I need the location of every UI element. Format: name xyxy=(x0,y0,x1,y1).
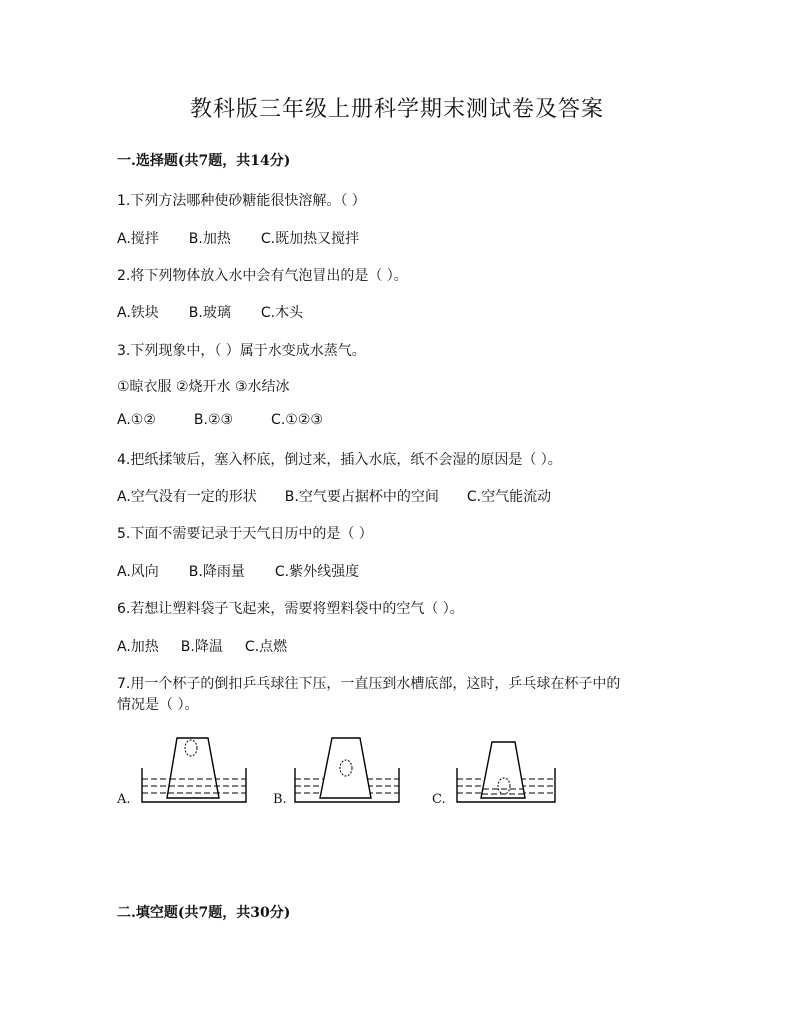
question-2-option-b[interactable]: B.玻璃 xyxy=(188,305,231,321)
question-6-stem: 6.若想让塑料袋子飞起来，需要将塑料袋中的空气（ ）。 xyxy=(117,601,464,617)
question-5-option-a[interactable]: A.风向 xyxy=(117,564,159,580)
question-2-options xyxy=(117,302,333,322)
question-4-stem: 4.把纸揉皱后，塞入杯底，倒过来，插入水底，纸不会湿的原因是（ ）。 xyxy=(117,452,562,468)
question-6-option-c[interactable]: C.点燃 xyxy=(244,639,288,655)
figure-b-label[interactable]: B. xyxy=(273,792,287,807)
question-6-option-a[interactable]: A.加热 xyxy=(117,639,159,655)
figure-a-label[interactable]: A. xyxy=(117,792,131,807)
question-5-options xyxy=(117,561,389,581)
question-1-options xyxy=(117,228,389,248)
section-heading-fill: 二.填空题(共7题，共30分) xyxy=(117,905,291,921)
question-1-option-c[interactable]: C.既加热又搅拌 xyxy=(260,231,360,247)
figure-c-label[interactable]: C. xyxy=(432,792,446,807)
question-7-stem-continued: 情况是（ ）。 xyxy=(117,697,199,713)
page-title: 教科版三年级上册科学期末测试卷及答案 xyxy=(189,97,604,122)
question-1-option-b[interactable]: B.加热 xyxy=(188,231,231,247)
figure-b-tank-cup-ball xyxy=(293,736,403,806)
question-3-options xyxy=(117,412,353,428)
section-heading-choice: 一.选择题(共7题，共14分) xyxy=(117,153,291,169)
question-4-option-c[interactable]: C.空气能流动 xyxy=(466,489,552,505)
question-3-option-c[interactable]: C.①②③ xyxy=(271,412,323,428)
figure-a-tank-cup-ball xyxy=(140,736,250,806)
question-3-items: ①晾衣服 ②烧开水 ③水结冰 xyxy=(117,379,290,395)
question-6-option-b[interactable]: B.降温 xyxy=(180,639,223,655)
question-3-option-b[interactable]: B.②③ xyxy=(193,412,234,428)
question-1-option-a[interactable]: A.搅拌 xyxy=(117,231,159,247)
question-2-option-a[interactable]: A.铁块 xyxy=(117,305,159,321)
question-4-option-b[interactable]: B.空气要占据杯中的空间 xyxy=(284,489,439,505)
question-2-option-c[interactable]: C.木头 xyxy=(260,305,304,321)
question-6-options xyxy=(117,636,317,656)
question-1-stem: 1.下列方法哪种使砂糖能很快溶解。（ ） xyxy=(117,193,366,209)
question-4-option-a[interactable]: A.空气没有一定的形状 xyxy=(117,489,257,505)
figure-c-tank-cup-ball xyxy=(455,736,565,806)
question-5-option-b[interactable]: B.降雨量 xyxy=(188,564,245,580)
question-7-stem: 7.用一个杯子的倒扣乒乓球往下压，一直压到水槽底部，这时，乒乓球在杯子中的 xyxy=(117,676,621,692)
question-4-options xyxy=(117,486,581,506)
question-5-option-c[interactable]: C.紫外线强度 xyxy=(274,564,360,580)
question-3-option-a[interactable]: A.①② xyxy=(117,412,156,428)
question-2-stem: 2.将下列物体放入水中会有气泡冒出的是（ ）。 xyxy=(117,268,408,284)
question-5-stem: 5.下面不需要记录于天气日历中的是（ ） xyxy=(117,526,373,542)
question-3-stem: 3.下列现象中，（ ）属于水变成水蒸气。 xyxy=(117,343,366,359)
